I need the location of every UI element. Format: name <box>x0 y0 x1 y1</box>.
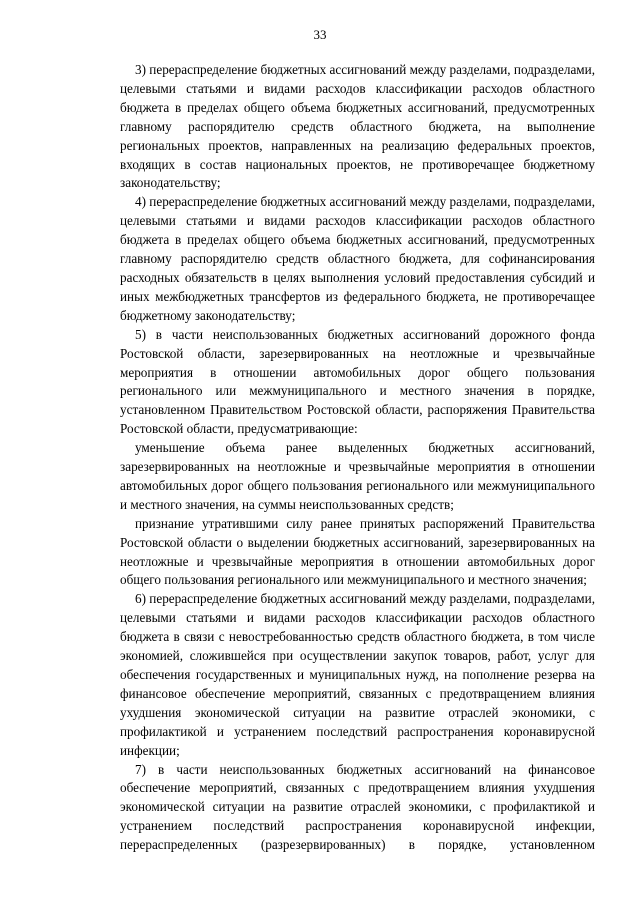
paragraph-item-4: 4) перераспределение бюджетных ассигнований между разделами, подразделами, целевыми статьями и видами расходов классификации расходов областного бюджета в пределах общего объема бюджетных ассигнований, предусмотренных главному распорядителю средств областного бюджета, для софинансирования расходных обязательств в целях выполнения условий предоставления субсидий и иных межбюджетных трансфертов из федерального бюджета, не противоречащее бюджетному законодательству; <box>120 194 595 323</box>
paragraph-subitem-reduction: уменьшение объема ранее выделенных бюджетных ассигнований, зарезервированных на неотложные и чрезвычайные мероприятия в отношении автомобильных дорог общего пользования регионального или межмуниципального и местного значения, на суммы неиспользованных средств; <box>120 440 595 512</box>
paragraph-item-6: 6) перераспределение бюджетных ассигнований между разделами, подразделами, целевыми статьями и видами расходов классификации расходов областного бюджета в связи с невостребованностью средств областного бюджета, в том числе экономией, сложившейся при осуществлении закупок товаров, работ, услуг для обеспечения государственных и муниципальных нужд, на пополнение резерва на финансовое обеспечение мероприятий, связанных с предотвращением влияния ухудшения экономической ситуации на развитие отраслей экономики, с профилактикой и устранением последствий распространения коронавирусной инфекции; <box>120 591 595 758</box>
paragraph-subitem-repeal: признание утратившими силу ранее принятых распоряжений Правительства Ростовской области о выделении бюджетных ассигнований, зарезервированных на неотложные и чрезвычайные мероприятия в отношении автомобильных дорог общего пользования регионального или межмуниципального и местного значения; <box>120 515 595 588</box>
body-text <box>120 61 595 855</box>
page-number: 33 <box>313 27 327 42</box>
paragraph-item-3: 3) перераспределение бюджетных ассигнований между разделами, подразделами, целевыми статьями и видами расходов классификации расходов областного бюджета в пределах общего объема бюджетных ассигнований, предусмотренных главному распорядителю средств областного бюджета, на выполнение региональных проектов, направленных на реализацию федеральных проектов, входящих в состав национальных проектов, не противоречащее бюджетному законодательству; <box>120 62 595 191</box>
paragraph-item-5: 5) в части неиспользованных бюджетных ассигнований дорожного фонда Ростовской области, зарезервированных на неотложные и чрезвычайные мероприятия в отношении автомобильных дорог общего пользования регионального или межмуниципального и местного значения в порядке, установленном Правительством Ростовской области, распоряжения Правительства Ростовской области, предусматривающие: <box>120 326 595 437</box>
paragraph-item-7: 7) в части неиспользованных бюджетных ассигнований на финансовое обеспечение мероприятий, связанных с предотвращением влияния ухудшения экономической ситуации на развитие отраслей экономики, с профилактикой и устранением последствий распространения коронавирусной инфекции, перераспределенных (разрезервированных) в порядке, установленном <box>120 761 595 853</box>
